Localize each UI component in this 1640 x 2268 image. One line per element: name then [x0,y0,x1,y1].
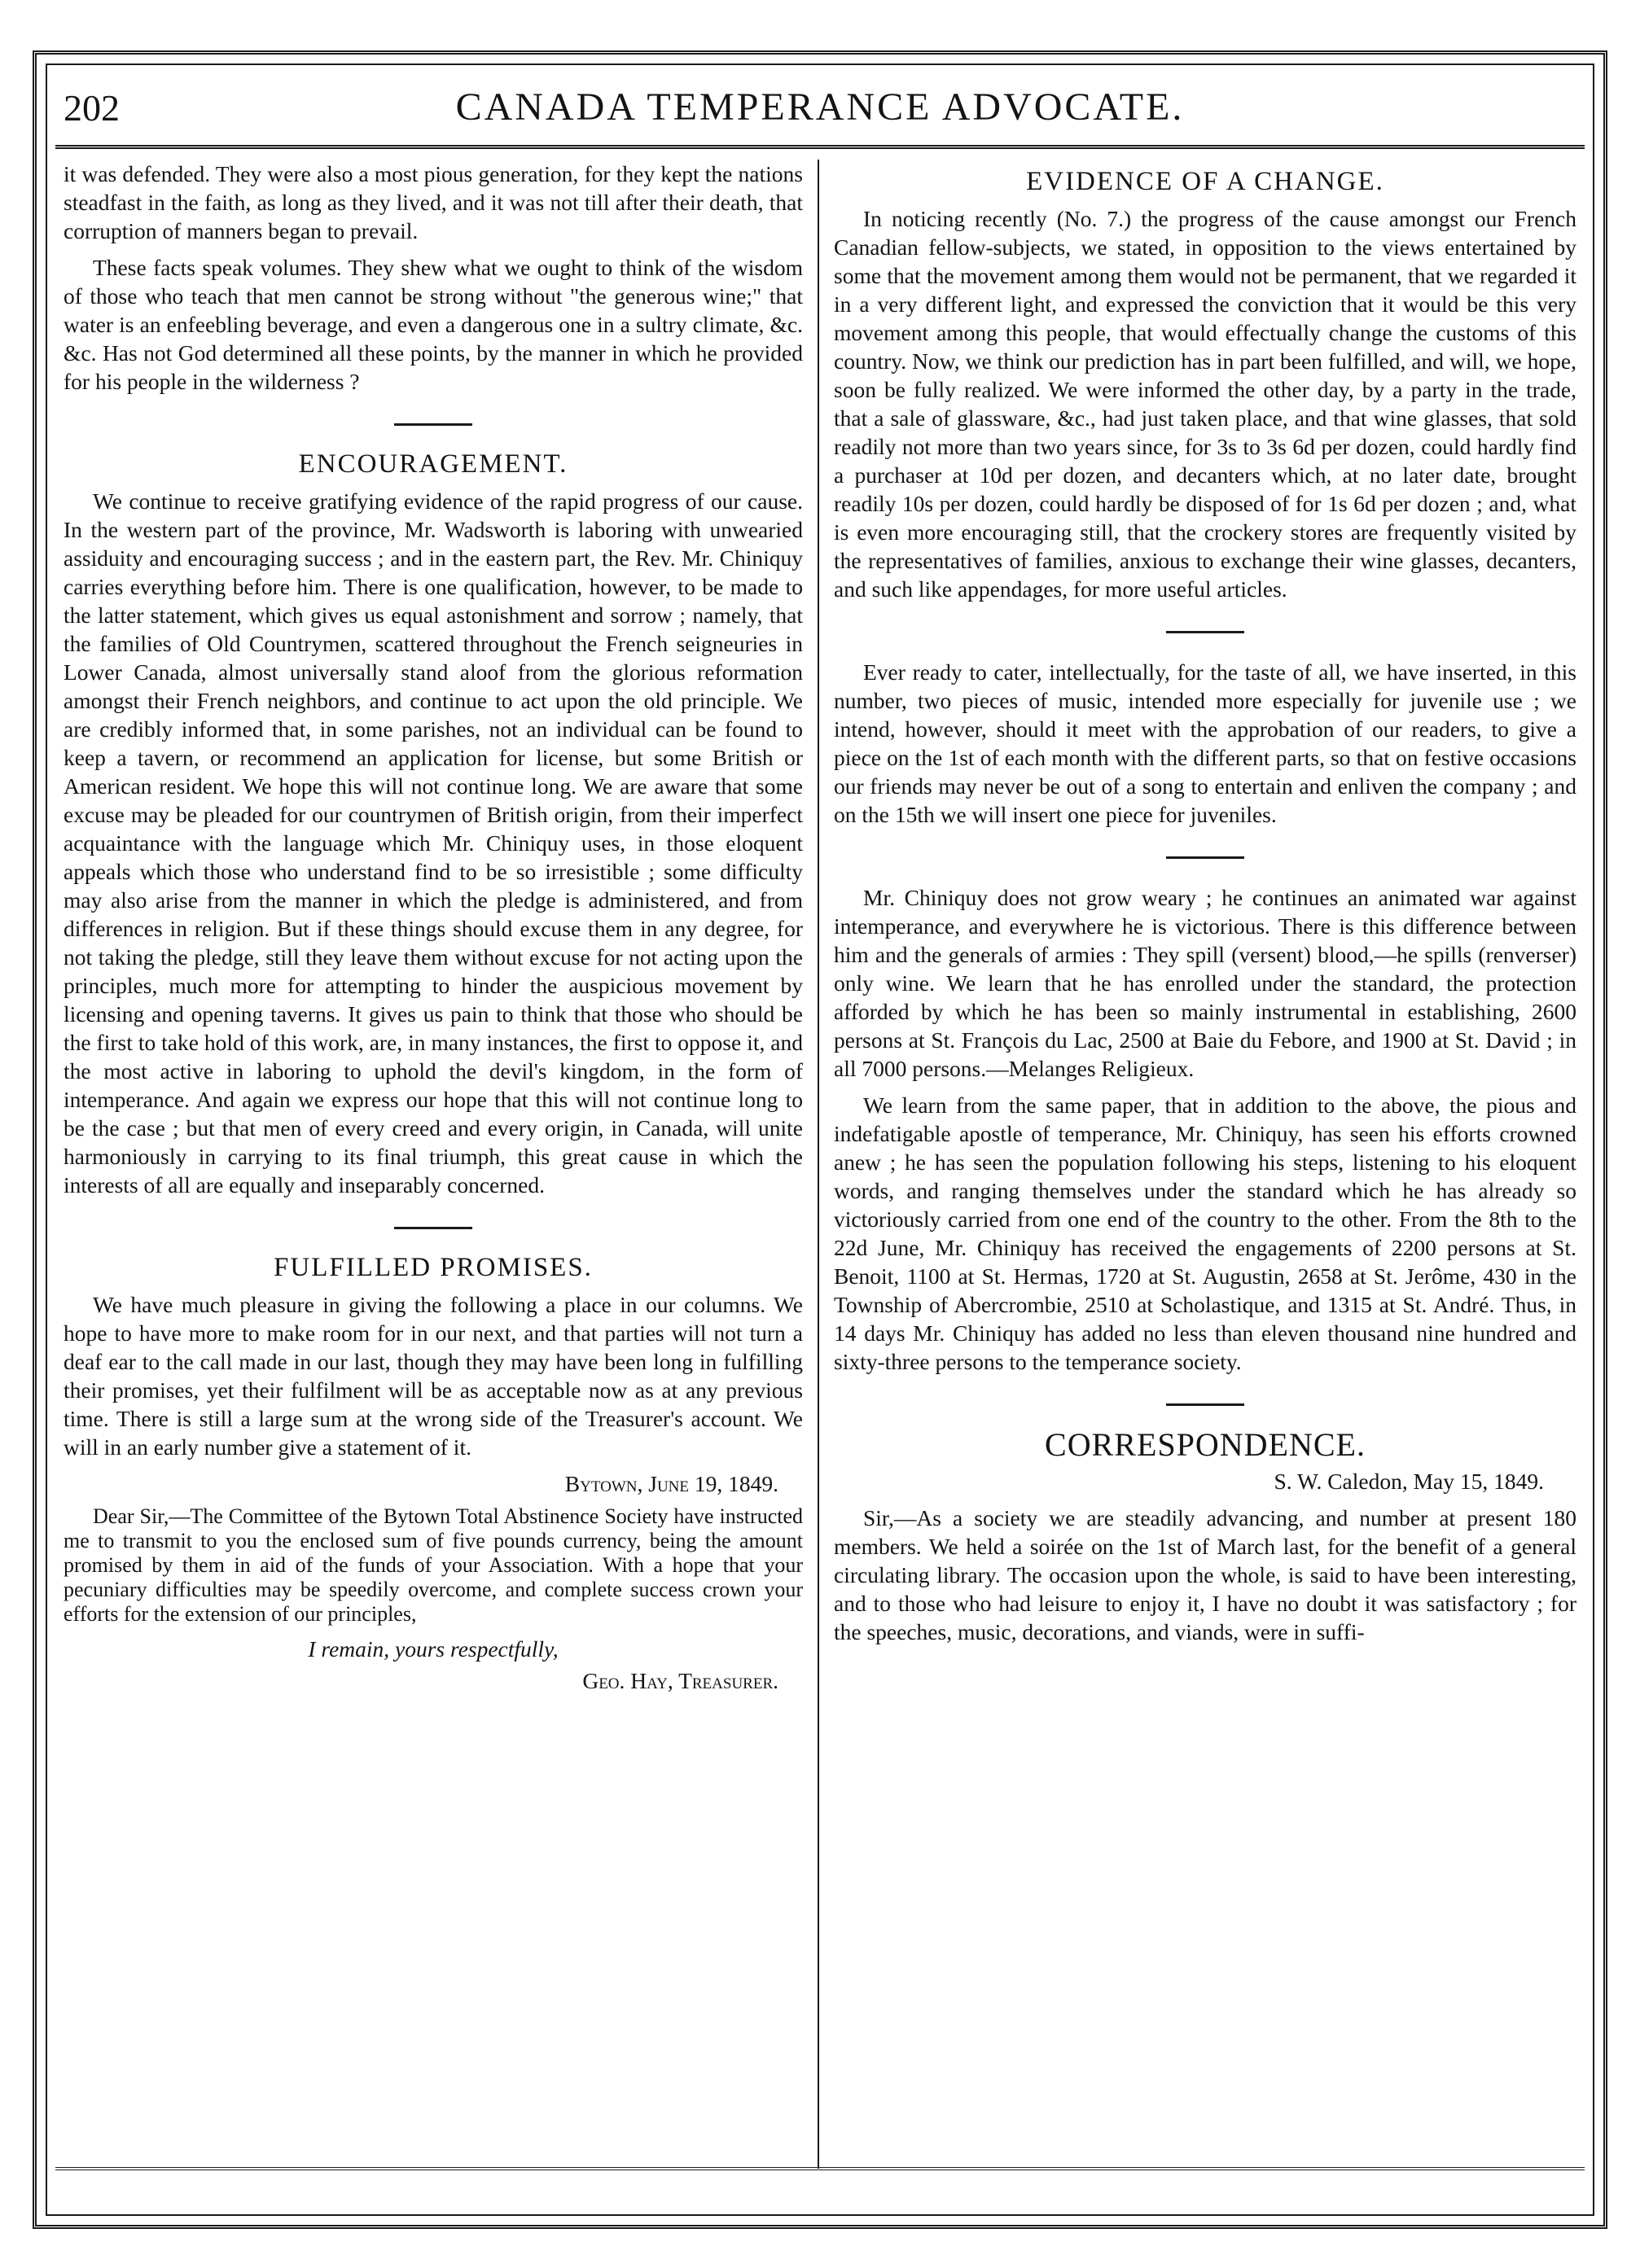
page-header [55,81,1585,147]
header-rule [55,145,1585,149]
encouragement-paragraph: We continue to receive gratifying evidence of the rapid progress of our cause. In the western part of the province, Mr. Wadsworth is laboring with unwearied assiduity and encouraging success ; and in the eastern part, the Rev. Mr. Chiniquy carries everything before him. There is one qualification, however, to be made to the latter statement, which gives us equal astonishment and sorrow ; namely, that the families of Old Countrymen, scattered throughout the French seigneuries in Lower Canada, almost universally stand aloof from the glorious reformation amongst their French neighbors, and continue to act upon the old principle. We are credibly informed that, in some parishes, not an individual can be found to keep a tavern, or recommend an application for license, but some British or American resident. We hope this will not continue long. We are aware that some excuse may be pleaded for our countrymen of British origin, from their imperfect acquaintance with the language which Mr. Chiniquy uses, in those eloquent appeals which those who understand find to be so irresistible ; some difficulty may also arise from the manner in which the pledge is administered, and from differences in religion. But if these things should excuse them in any degree, for not taking the pledge, still they leave them without excuse for not acting upon the principles, much more for attempting to hinder the auspicious movement by licensing and opening taverns. It gives us pain to think that those who should be the first to take hold of this work, are, in many instances, the first to oppose it, and the most active in laboring to uphold the devil's kingdom, in the form of intemperance. And again we express our hope that this will not continue long to be the case ; but that men of every creed and every origin, in Canada, will unite harmoniously in carrying to its final triumph, this great cause in which the interests of all are equally and inseparably concerned. [64,488,803,1197]
letter-body: Dear Sir,—The Committee of the Bytown Total Abstinence Society have instructed me to transmit to you the enclosed sum of five pounds currency, being the amount promised by them in aid of the funds of your Association. With a hope that your pecuniary difficulties may be speedily overcome, and complete success crown your efforts for the extension of our principles, [64,1504,803,1626]
right-column [834,160,1576,1654]
section-separator [1166,856,1244,859]
evidence-of-change-paragraph: In noticing recently (No. 7.) the progress of the cause amongst our French Canadian fellow-subjects, we stated, in opposition to the views entertained by some that the movement among them would not be permanent, that we regarded it in a very different light, and expressed the conviction that it would be this very movement among this people, that would effectually change the customs of this country. Now, we think our prediction has in part been fulfilled, and will, we hope, soon be fully realized. We were informed the other day, by a party in the trade, that a sale of glassware, &c., had just taken place, and that wine glasses, that sold readily not more than two years since, for 3s to 3s 6d per dozen, could hardly find a purchaser at 10d per dozen, and decanters which, at no later date, brought readily 10s per dozen, could hardly be disposed of for 1s 6d per dozen ; and, what is even more encouraging still, that the crockery stores are frequently visited by the representatives of families, anxious to exchange their wine glasses, decanters, and such like appendages, for more useful articles. [834,206,1576,602]
encouragement-title: ENCOURAGEMENT. [298,449,568,479]
letter-dateline: Bytown, June 19, 1849. [564,1471,778,1496]
correspondence-paragraph: Sir,—As a society we are steadily advancing, and number at present 180 members. We held a soirée on the 1st of March last, for the benefit of a general circulating library. The occasion upon the whole, is said to have been interesting, and to those who had leisure to enjoy it, I have no doubt it was satisfactory ; for the speeches, music, decorations, and viands, were in suffi- [834,1505,1576,1644]
left-column [64,160,803,1695]
music-note-paragraph: Ever ready to cater, intellectually, for the taste of all, we have inserted, in this number, two pieces of music, intended more especially for juvenile use ; we intend, however, should it meet with the approbation of our readers, to give a piece on the 1st of each month with the different parts, so that on festive occasions our friends may never be out of a song to entertain and enliven the company ; and on the 15th we will insert one piece for juveniles. [834,659,1576,827]
evidence-of-change-title: EVIDENCE OF A CHANGE. [1026,167,1384,196]
letter-signature: Geo. Hay, Treasurer. [582,1668,778,1693]
fulfilled-promises-title: FULFILLED PROMISES. [274,1253,593,1282]
footer-rule [55,2167,1585,2170]
running-head: CANADA TEMPERANCE ADVOCATE. [455,85,1185,129]
chiniquy-paragraph-1: Mr. Chiniquy does not grow weary ; he continues an animated war against intemperance, and everywhere he is victorious. There is this difference between him and the generals of armies : They spill (versent) blood,—he spills (renverser) only wine. We learn that he has enrolled under the standard, the protection afforded by which he has been so mainly instrumental in establishing, 2600 persons at St. François du Lac, 2500 at Baie du Febore, and 1900 at St. David ; in all 7000 persons.—Melanges Religieux. [834,885,1576,1081]
section-separator [394,1227,472,1229]
section-separator [1166,1403,1244,1406]
intro-paragraph-1: it was defended. They were also a most pious generation, for they kept the nations steadfast in the faith, as long as they lived, and it was not till after their death, that corruption of manners began to prevail. [64,161,803,243]
page-number: 202 [64,87,120,129]
fulfilled-promises-paragraph: We have much pleasure in giving the following a place in our columns. We hope to have more to make room for in our next, and that parties will not turn a deaf ear to the call made in our last, though they may have been long in fulfilling their promises, yet their fulfilment will be as acceptable now as at any previous time. There is still a large sum at the wrong side of the Treasurer's account. We will in an early number give a statement of it. [64,1292,803,1460]
letter-closing: I remain, yours respectfully, [308,1636,559,1662]
section-separator [1166,631,1244,633]
chiniquy-paragraph-2: We learn from the same paper, that in addition to the above, the pious and indefatigable apostle of temperance, Mr. Chiniquy, has seen his efforts crowned anew ; he has seen the population following his steps, listening to his eloquent words, and ranging themselves under the standard which he has already so victoriously carried from one end of the country to the other. From the 8th to the 22d June, Mr. Chiniquy has received the engagements of 2200 persons at St. Benoit, 1100 at St. Hermas, 1720 at St. Augustin, 2658 at St. Jerôme, 430 in the Township of Abercrombie, 2510 at Scholastique, and 1315 at St. André. Thus, in 14 days Mr. Chiniquy has added no less than eleven thousand nine hundred and sixty-three persons to the temperance society. [834,1092,1576,1374]
correspondence-dateline: S. W. Caledon, May 15, 1849. [1274,1469,1544,1494]
intro-paragraph-2: These facts speak volumes. They shew what we ought to think of the wisdom of those who teach that men cannot be strong without "the generous wine;" that water is an enfeebling beverage, and even a dangerous one in a sultry climate, &c. &c. Has not God determined all these points, by the manner in which he provided for his people in the wilderness ? [64,255,803,394]
correspondence-title: CORRESPONDENCE. [1045,1426,1366,1463]
column-divider [818,160,819,2169]
section-separator [394,423,472,426]
